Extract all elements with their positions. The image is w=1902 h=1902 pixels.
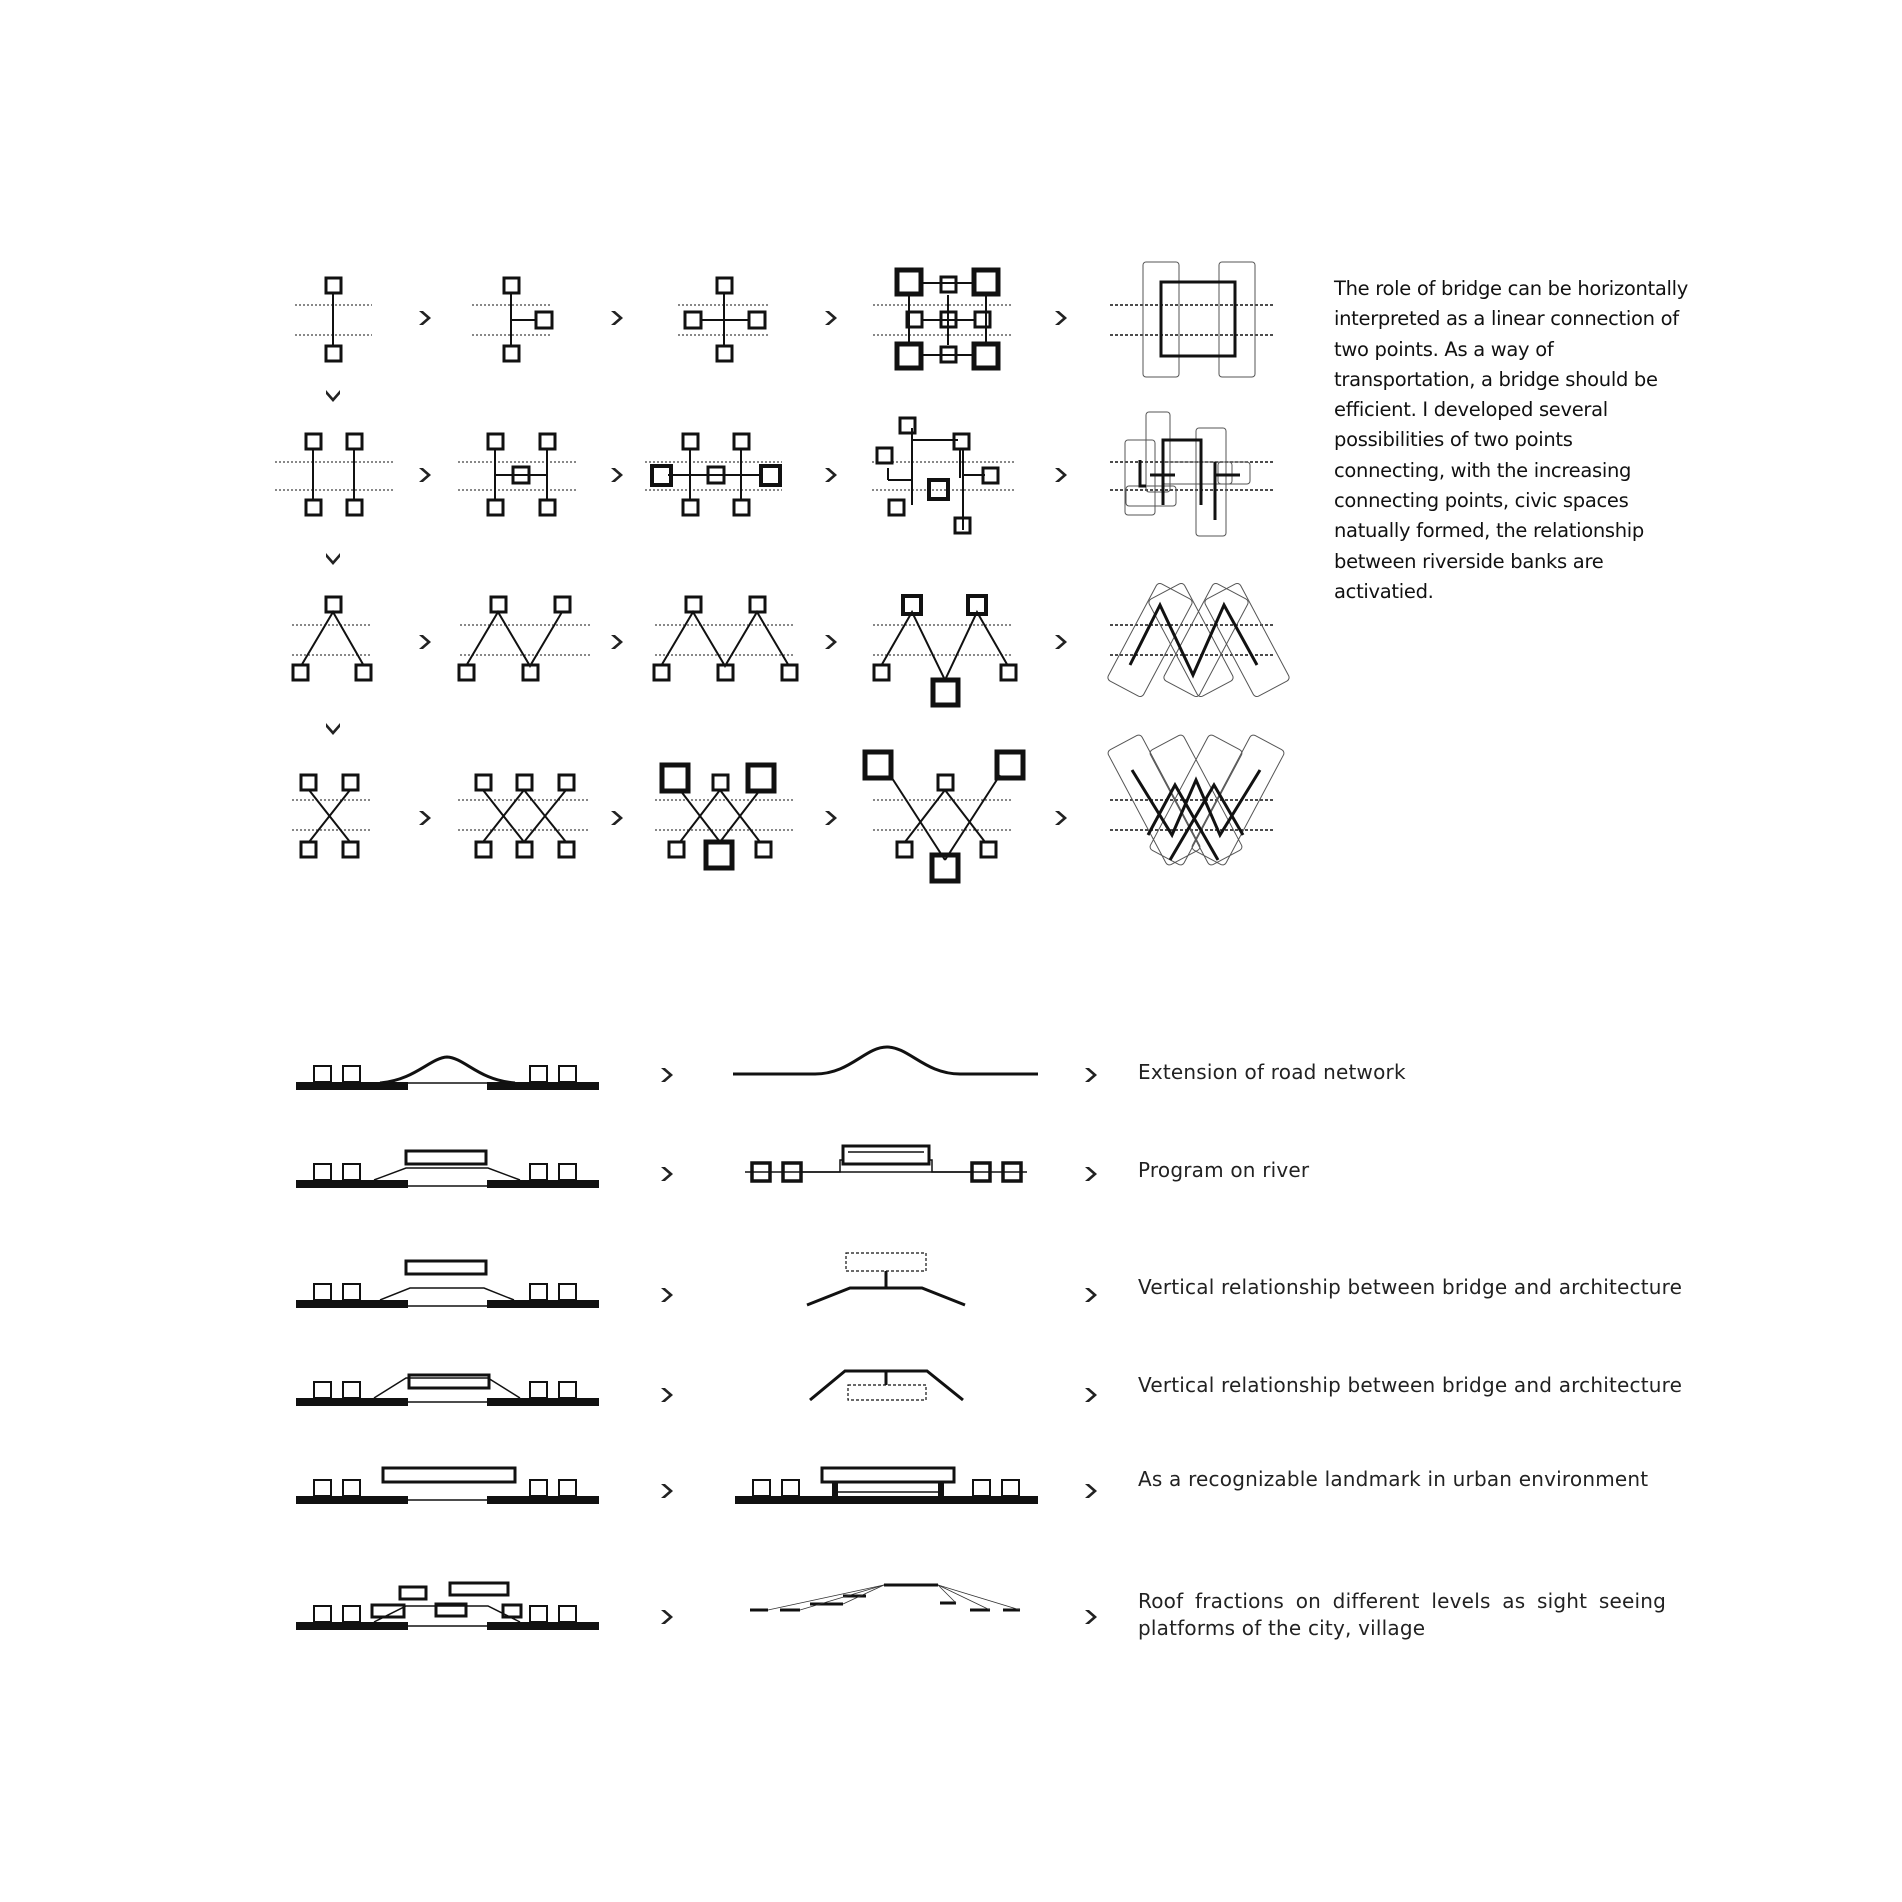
description-line: connecting points, civic spaces [1334, 489, 1629, 513]
description-line: activatied. [1334, 579, 1434, 603]
description-line: interpreted as a linear connection of [1334, 307, 1679, 331]
r3-stage4 [873, 596, 1016, 705]
r2-stage5 [1110, 412, 1275, 536]
r2-stage1 [275, 434, 393, 515]
r3-stage3 [654, 597, 797, 680]
r2-stage2 [458, 434, 577, 515]
description-line: connecting, with the increasing [1334, 458, 1632, 482]
r3-stage1 [292, 597, 372, 680]
r4-stage3 [655, 765, 793, 868]
roof-fractions-section [296, 1583, 1020, 1630]
r3-stage2 [459, 597, 590, 680]
r1-stage2 [472, 278, 552, 361]
caption-vertical-above: Vertical relationship between bridge and architecture [1138, 1275, 1683, 1299]
description-line: The role of bridge can be horizontally [1334, 277, 1688, 300]
caption-roof-line2: platforms of the city, village [1138, 1616, 1426, 1640]
r2-stage4 [872, 418, 1015, 533]
grid-arrows [326, 311, 1067, 825]
cross-connection-row [292, 734, 1285, 881]
r1-stage5 [1110, 262, 1275, 377]
parallel-connection-row [275, 412, 1275, 536]
description-line: efficient. I developed several [1334, 398, 1608, 422]
r2-stage3 [645, 434, 782, 515]
caption-roof-line1: Roof fractions on different levels as sight seeing [1138, 1589, 1666, 1613]
description-text [1334, 274, 1694, 607]
r1-stage4 [873, 270, 1013, 368]
caption-landmark: As a recognizable landmark in urban environment [1138, 1467, 1649, 1491]
r4-stage5 [1107, 734, 1286, 867]
r4-stage1 [292, 775, 372, 857]
caption-roof-fractions [1138, 1588, 1666, 1642]
architecture-below-section [296, 1371, 963, 1406]
r3-stage5 [1107, 582, 1291, 698]
description-line: natually formed, the relationship [1334, 519, 1644, 543]
r1-stage1 [295, 278, 372, 361]
description-line: between riverside banks are [1334, 549, 1604, 573]
zigzag-connection-row [292, 582, 1290, 705]
r4-stage2 [458, 775, 588, 857]
description-line: transportation, a bridge should be [1334, 367, 1658, 391]
description-line: possibilities of two points [1334, 428, 1573, 452]
caption-road-network: Extension of road network [1138, 1060, 1406, 1084]
caption-vertical-below: Vertical relationship between bridge and architecture [1138, 1373, 1683, 1397]
description-line: two points. As a way of [1334, 337, 1554, 361]
r4-stage4 [865, 752, 1023, 881]
architecture-above-section [296, 1253, 965, 1308]
straight-connection-row [295, 262, 1275, 377]
road-network-section [296, 1047, 1038, 1090]
r1-stage3 [678, 278, 770, 361]
caption-program-on-river: Program on river [1138, 1158, 1310, 1182]
